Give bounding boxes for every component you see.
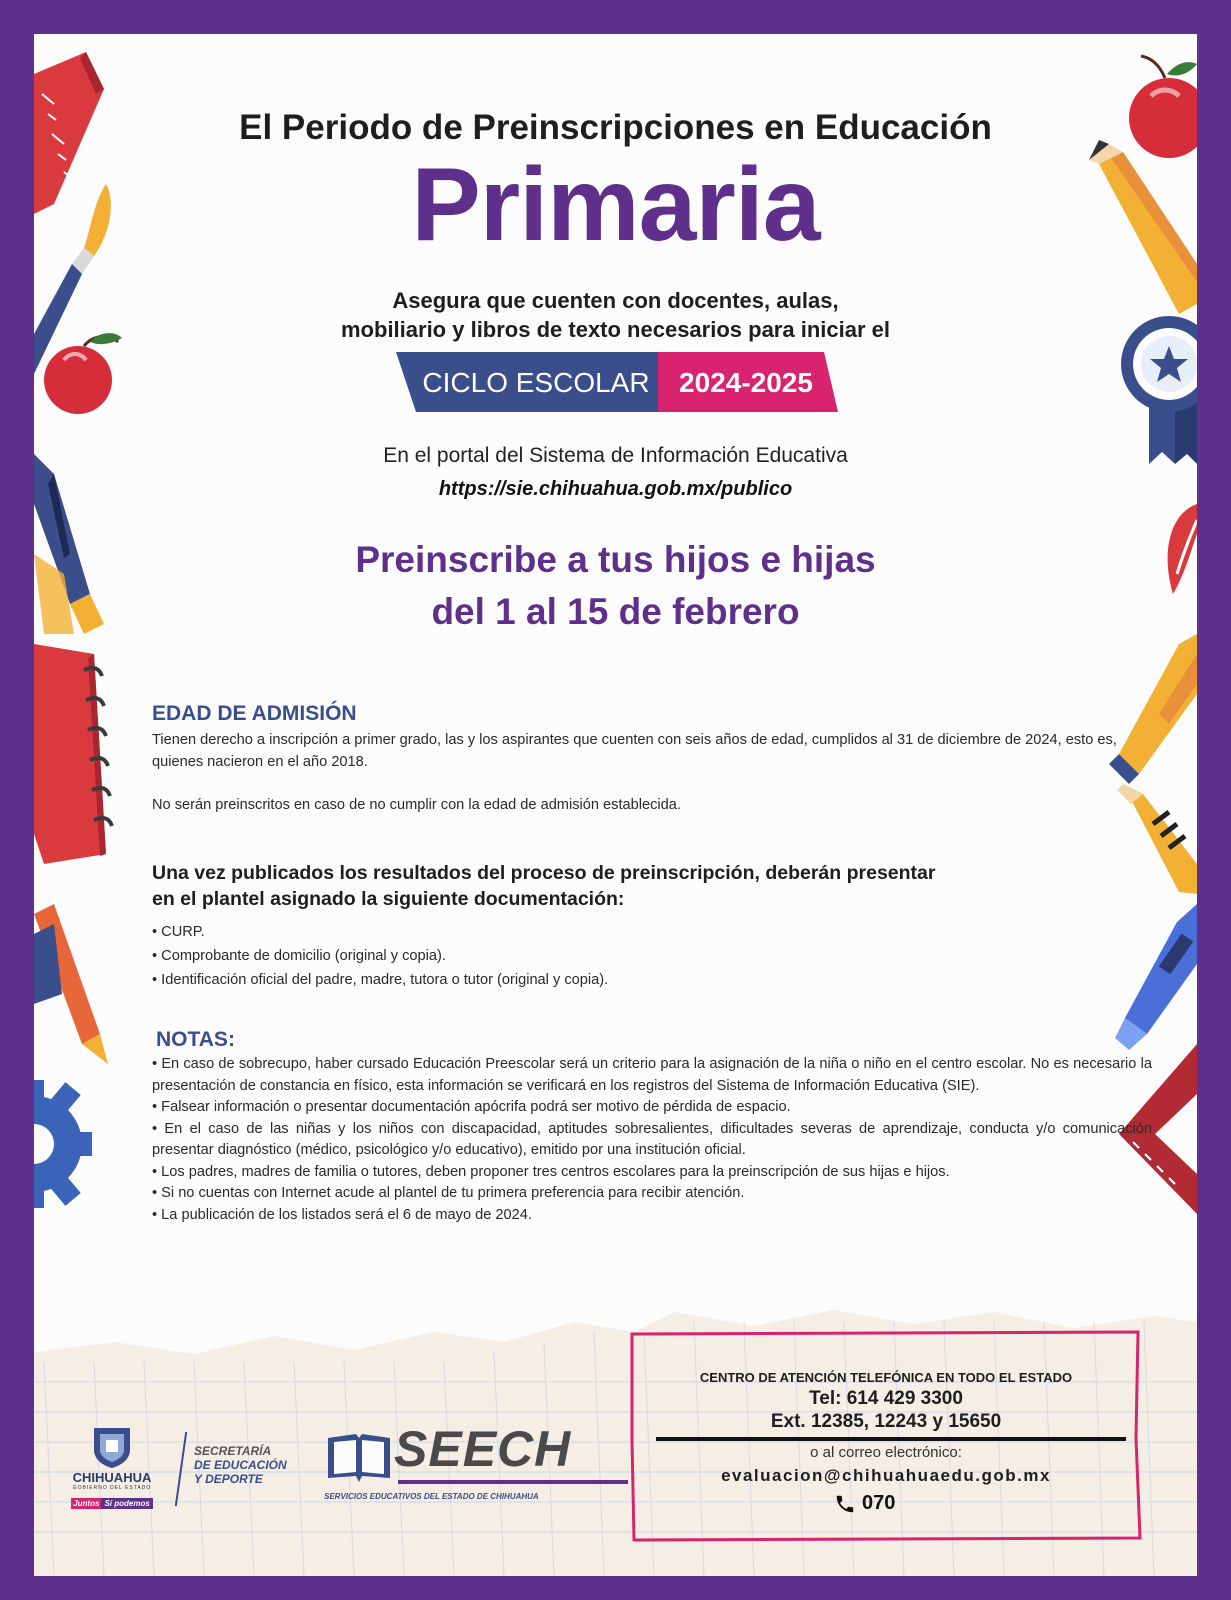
list-item: • Si no cuentas con Internet acude al plantel de tu primera preferencia para recibir atención. [152,1185,745,1201]
documentacion-heading-2: en el plantel asignado la siguiente documentación: [152,888,625,910]
gear-icon [34,1080,92,1208]
contact-divider [656,1437,1126,1441]
documentacion-list [152,920,1152,992]
page-title: Primaria [411,147,820,263]
secretaria-line-3: Y DEPORTE [194,1472,263,1486]
admision-section [152,702,1152,817]
contact-phone[interactable]: Tel: 614 429 3300 [809,1388,963,1409]
list-item: • Falsear información o presentar documentación apócrifa podrá ser motivo de pérdida de espacio. [152,1099,791,1115]
ciclo-years: 2024-2025 [679,367,813,398]
portal-text: En el portal del Sistema de Información Educativa [383,444,848,467]
list-item: • Los padres, madres de familia o tutores, deben proponer tres centros escolares para la preinscripción de sus hijas e hijos. [152,1163,950,1180]
notas-section [152,1028,1152,1226]
book-icon [324,1432,394,1484]
list-item: • CURP. [152,924,205,940]
flyer-page [34,34,1197,1576]
seech-logo-text: SEECH [394,1421,572,1477]
seech-underline [398,1480,628,1484]
subtitle-line-2: mobiliario y libros de texto necesarios para iniciar el [341,317,890,342]
phone-icon [834,1493,856,1515]
list-item: • En caso de sobrecupo, haber cursado Educación Preescolar será un criterio para la asignación de la niña o niño en el centro escolar. No es necesario la presentación de constancia en físico, esta información se verificará en los registros del Sistema de Información Educativa (SIE). [152,1056,1152,1094]
list-item: • En el caso de las niñas y los niños con discapacidad, aptitudes sobresalientes, dificultades severas de aprendizaje, conducta y/o comunicación presentar diagnóstico (médico, psicológico y/o educativo), emitido por una institución oficial. [152,1120,1152,1158]
chihuahua-shield-icon [92,1426,132,1468]
list-item: • La publicación de los listados será el 6 de mayo de 2024. [152,1206,532,1223]
list-item: • Identificación oficial del padre, madre, tutora o tutor (original y copia). [152,972,609,988]
notas-heading: NOTAS: [156,1028,235,1051]
portal-url[interactable]: https://sie.chihuahua.gob.mx/publico [438,478,793,500]
si-podemos-text: Sí podemos [101,1498,152,1509]
seech-subtitle: SERVICIOS EDUCATIVOS DEL ESTADO DE CHIHUAHUA [324,1492,539,1501]
contact-070[interactable] [834,1492,895,1515]
secretaria-line-2: DE EDUCACIÓN [194,1458,287,1472]
ciclo-label: CICLO ESCOLAR [422,367,650,398]
subtitle [34,286,1197,344]
admision-heading: EDAD DE ADMISIÓN [152,702,357,725]
chihuahua-logo [60,1470,164,1511]
ciclo-banner [396,352,838,412]
gobierno-text: GOBIERNO DEL ESTADO [72,1485,152,1491]
admision-paragraph-1: Tienen derecho a inscripción a primer grado, las y los aspirantes que cuenten con seis años de edad, cumplidos al 31 de diciembre de 2024, esto es, quienes nacieron en el año 2018. [152,732,1117,770]
documentacion-section [152,860,1152,992]
preinscribe-line-1: Preinscribe a tus hijos e hijas [355,539,876,580]
preinscribe-heading [34,534,1197,638]
juntos-badge [71,1493,153,1511]
documentacion-heading-1: Una vez publicados los resultados del proceso de preinscripción, deberán presentar [152,862,936,884]
preinscribe-line-2: del 1 al 15 de febrero [431,591,800,632]
contact-ext: Ext. 12385, 12243 y 15650 [770,1411,1002,1432]
secretaria-logo [194,1444,287,1486]
contact-email[interactable]: evaluacion@chihuahuaedu.gob.mx [721,1466,1051,1485]
notas-list [152,1054,1152,1226]
notebook-icon [34,644,112,864]
contact-heading: CENTRO DE ATENCIÓN TELEFÓNICA EN TODO EL ESTADO [699,1370,1073,1385]
crayon-left-icon [34,904,108,1064]
contact-email-label: o al correo electrónico: [810,1444,962,1461]
list-item: • Comprobante de domicilio (original y copia). [152,948,446,964]
chihuahua-logo-text: CHIHUAHUA [72,1470,152,1485]
secretaria-line-1: SECRETARÍA [194,1444,272,1458]
contact-070-number: 070 [862,1492,896,1514]
header-line: El Periodo de Preinscripciones en Educación [239,108,992,147]
admision-paragraph-2: No serán preinscritos en caso de no cumplir con la edad de admisión establecida. [152,797,681,813]
subtitle-line-1: Asegura que cuenten con docentes, aulas, [392,288,839,313]
apple-left-icon [44,333,122,414]
juntos-text: Juntos [73,1499,100,1508]
